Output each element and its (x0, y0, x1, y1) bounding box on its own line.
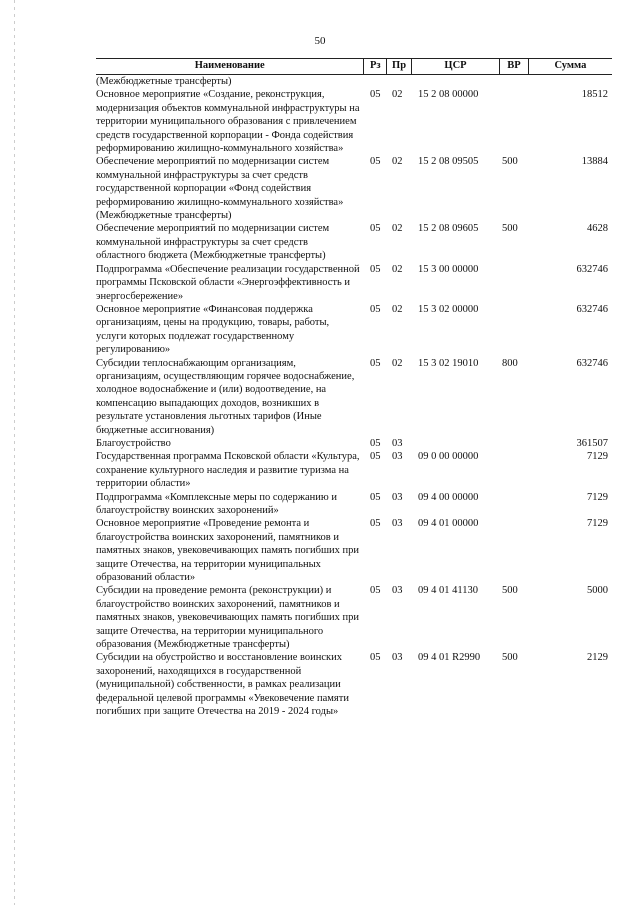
header-vr: ВР (499, 59, 528, 74)
cell-csr: 15 3 02 19010 (418, 357, 479, 369)
cell-sum: 7129 (587, 518, 608, 530)
cell-name: Обеспечение мероприятий по модернизации систем коммунальной инфраструктуры за счет средств областного бюджета (Межбюджетные трансферты) (96, 223, 330, 262)
cell-sum: 7129 (587, 451, 608, 463)
cell-pr: 03 (392, 491, 403, 503)
cell-csr: 09 4 01 00000 (418, 518, 479, 530)
cell-csr: 09 4 01 R2990 (418, 652, 481, 664)
cell-rz: 05 (370, 263, 381, 275)
cell-pr: 02 (392, 223, 403, 235)
cell-sum: 7129 (587, 491, 608, 503)
table-row (96, 75, 612, 88)
cell-pr: 03 (392, 451, 403, 463)
cell-pr: 02 (392, 89, 403, 101)
cell-rz: 05 (370, 652, 381, 664)
cell-name: Обеспечение мероприятий по модернизации систем коммунальной инфраструктуры за счет средств государственной корпорации «Фонд содействия реформированию жилищно-коммунального хозяйства» (Межбюджетные трансферты) (96, 156, 344, 222)
cell-vr (500, 450, 528, 490)
header-name: Наименование (194, 60, 265, 71)
cell-sum (528, 75, 612, 88)
cell-sum: 632746 (576, 303, 608, 315)
cell-vr: 500 (502, 156, 518, 168)
table-row (96, 450, 612, 490)
header-pr: Пр (386, 59, 411, 74)
cell-vr (500, 303, 528, 357)
cell-name: Благоустройство (96, 437, 171, 449)
cell-rz: 05 (370, 303, 381, 315)
table-row (96, 491, 612, 518)
cell-vr: 500 (502, 652, 518, 664)
cell-pr: 03 (392, 518, 403, 530)
header-csr: ЦСР (411, 59, 499, 74)
header-sum: Сумма (528, 59, 612, 74)
cell-rz: 05 (370, 585, 381, 597)
cell-sum: 361507 (576, 437, 608, 449)
cell-csr: 09 4 00 00000 (418, 491, 479, 503)
cell-sum: 5000 (587, 585, 608, 597)
cell-vr (500, 517, 528, 584)
table-row (96, 155, 612, 222)
cell-sum: 13884 (581, 156, 608, 168)
cell-vr (500, 437, 528, 450)
cell-sum: 18512 (581, 89, 608, 101)
page-number: 50 (314, 35, 326, 47)
cell-csr: 09 0 00 00000 (418, 451, 479, 463)
table-row (96, 222, 612, 262)
cell-name: Основное мероприятие «Создание, реконструкция, модернизация объектов коммунальной инфраструктуры на территории муниципального образования с привлечением средств государственной корпорации - Фонда содействия реформированию жилищно-коммунального хозяйства» (96, 89, 360, 155)
cell-rz: 05 (370, 223, 381, 235)
cell-sum: 632746 (576, 263, 608, 275)
cell-rz: 05 (370, 89, 381, 101)
cell-vr: 500 (502, 585, 518, 597)
cell-name: (Межбюджетные трансферты) (96, 76, 232, 87)
table-row (96, 651, 612, 718)
cell-name: Основное мероприятие «Проведение ремонта и благоустройства воинских захоронений, памятников и памятных знаков, увековечивающих память погибших при защите Отечества, на территории муниципальных образований области» (96, 518, 360, 584)
table-row (96, 517, 612, 584)
cell-name: Подпрограмма «Комплексные меры по содержанию и благоустройству воинских захоронений» (96, 491, 337, 516)
table-body (96, 75, 612, 719)
cell-pr: 02 (392, 303, 403, 315)
cell-rz: 05 (370, 357, 381, 369)
cell-pr: 03 (392, 437, 403, 449)
table-row (96, 88, 612, 155)
table-row (96, 437, 612, 450)
cell-vr (500, 75, 528, 88)
cell-csr (412, 437, 500, 450)
cell-name: Субсидии теплоснабжающим организациям, организациям, осуществляющим горячее водоснабжение, холодное водоснабжение и (или) водоотведение, на компенсацию выпадающих доходов, возникших в результате установления льготных тарифов (Иные бюджетные ассигнования) (96, 357, 355, 436)
scan-margin-line (14, 0, 15, 905)
cell-name: Государственная программа Псковской области «Культура, сохранение культурного наследия и развитие туризма на территории области» (96, 451, 360, 490)
cell-csr: 15 2 08 09605 (418, 223, 479, 235)
cell-vr: 500 (502, 223, 518, 235)
cell-vr (500, 491, 528, 518)
cell-csr: 09 4 01 41130 (418, 585, 478, 597)
cell-rz: 05 (370, 451, 381, 463)
header-rz: Рз (363, 59, 386, 74)
cell-csr: 15 2 08 09505 (418, 156, 479, 168)
cell-pr: 02 (392, 263, 403, 275)
cell-sum: 4628 (587, 223, 608, 235)
table-row (96, 303, 612, 357)
cell-rz: 05 (370, 518, 381, 530)
cell-pr: 03 (392, 652, 403, 664)
table-row (96, 584, 612, 651)
cell-sum: 632746 (576, 357, 608, 369)
cell-name: Подпрограмма «Обеспечение реализации государственной программы Псковской области «Энергоэффективность и энергосбережение» (96, 263, 360, 302)
cell-vr (500, 263, 528, 303)
table-row (96, 263, 612, 303)
cell-vr: 800 (502, 357, 518, 369)
budget-table (96, 58, 612, 719)
table-header (96, 58, 612, 75)
cell-csr: 15 3 00 00000 (418, 263, 479, 275)
table-row (96, 357, 612, 437)
cell-rz: 05 (370, 437, 381, 449)
cell-pr: 02 (392, 357, 403, 369)
cell-name: Субсидии на обустройство и восстановление воинских захоронений, находящихся в государственной (муниципальной) собственности, в рамках реализации федеральной целевой программы «Увековечение памяти погибших при защите Отечества на 2019 - 2024 годы» (96, 652, 349, 718)
cell-rz: 05 (370, 491, 381, 503)
cell-pr: 03 (392, 585, 403, 597)
cell-sum: 2129 (587, 652, 608, 664)
cell-vr (500, 88, 528, 155)
cell-pr (388, 75, 412, 88)
cell-csr: 15 3 02 00000 (418, 303, 479, 315)
cell-rz (366, 75, 388, 88)
cell-pr: 02 (392, 156, 403, 168)
cell-name: Субсидии на проведение ремонта (реконструкции) и благоустройство воинских захоронений, памятников и памятных знаков, увековечивающих память погибших при защите Отечества, на территории муниципального образования (Межбюджетные трансферты) (96, 585, 360, 651)
cell-rz: 05 (370, 156, 381, 168)
cell-name: Основное мероприятие «Финансовая поддержка организациям, цены на продукцию, товары, работы, услуги которых подлежат государственному регулированию» (96, 303, 330, 356)
cell-csr (412, 75, 500, 88)
cell-csr: 15 2 08 00000 (418, 89, 479, 101)
